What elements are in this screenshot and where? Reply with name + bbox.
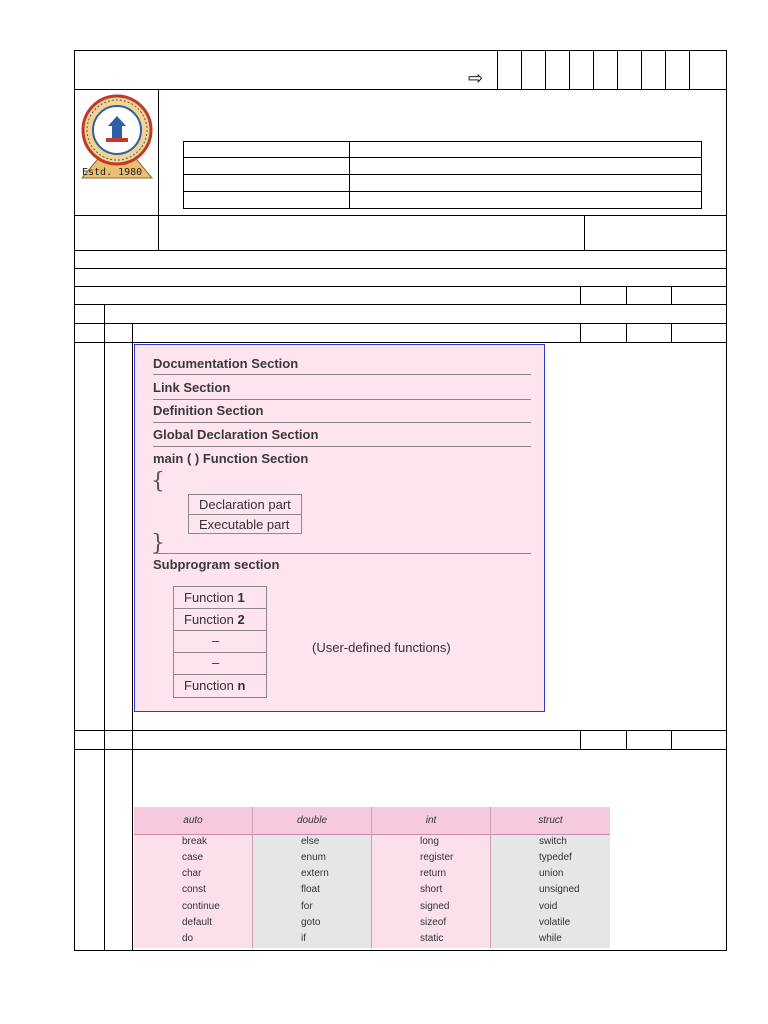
user-defined-label: (User-defined functions)	[312, 640, 451, 655]
function-item: Function n	[173, 674, 267, 698]
function-item: –	[173, 630, 267, 653]
section-documentation: Documentation Section	[153, 356, 299, 371]
open-brace: {	[151, 469, 165, 494]
keyword-column: double else enum extern float for goto if	[253, 807, 372, 948]
keyword-header: auto	[134, 807, 252, 835]
keyword-header: int	[372, 807, 490, 835]
section-main-function: main ( ) Function Section	[153, 451, 309, 466]
keyword-header: double	[253, 807, 371, 835]
section-link: Link Section	[153, 380, 231, 395]
arrow-icon: ⇨	[468, 68, 484, 88]
function-list	[173, 586, 267, 698]
keyword-column: int long register return short signed sizeof static	[372, 807, 491, 948]
keyword-header: struct	[491, 807, 610, 835]
section-definition: Definition Section	[153, 403, 264, 418]
logo-estd-text: Estd. 1980	[82, 167, 143, 178]
header-bottom-line	[74, 89, 727, 90]
executable-part: Executable part	[188, 514, 302, 534]
info-table	[183, 141, 702, 209]
section-global-declaration: Global Declaration Section	[153, 427, 319, 442]
function-item: –	[173, 652, 267, 675]
function-item: Function 1	[173, 586, 267, 609]
function-item: Function 2	[173, 608, 267, 631]
keyword-column: auto break case char const continue default do	[134, 807, 253, 948]
logo-divider	[158, 89, 159, 250]
institute-logo	[78, 92, 156, 184]
c-program-structure	[134, 344, 545, 712]
keyword-column: struct switch typedef union unsigned void volatile while	[491, 807, 610, 948]
declaration-part: Declaration part	[188, 494, 302, 515]
keywords-table	[134, 807, 610, 948]
close-brace: }	[151, 531, 165, 556]
section-subprogram: Subprogram section	[153, 557, 280, 572]
